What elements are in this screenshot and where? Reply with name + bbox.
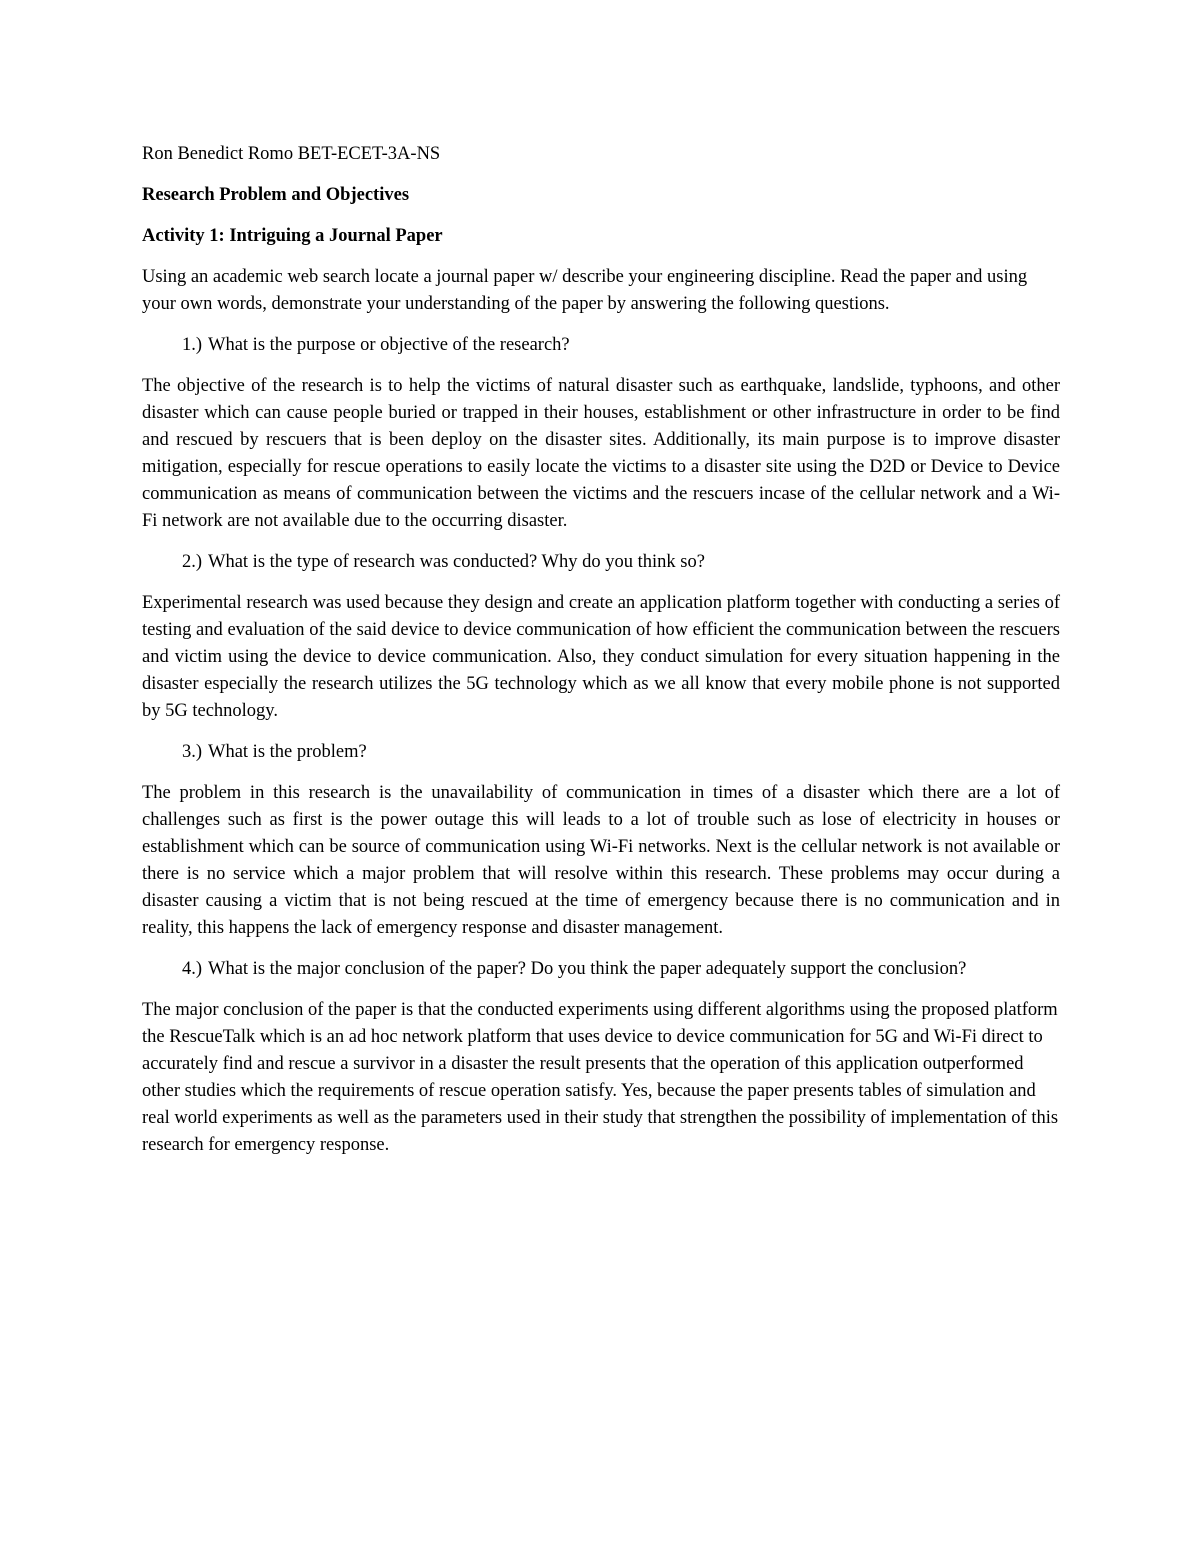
question-text: What is the problem? xyxy=(208,742,367,762)
document-title: Research Problem and Objectives xyxy=(142,185,410,205)
instructions-paragraph: Using an academic web search locate a journal paper w/ describe your engineering discipline. Read the paper and using your own words, demonstrate your understanding of the paper by answering the following questions. xyxy=(142,267,1028,314)
question-text: What is the purpose or objective of the research? xyxy=(208,335,570,355)
answer-4: The major conclusion of the paper is that the conducted experiments using different algorithms using the proposed platform the RescueTalk which is an ad hoc network platform that uses device to device communication for 5G and Wi-Fi direct to accurately find and rescue a survivor in a disaster the result presents that the operation of this application outperformed other studies which the requirements of rescue operation satisfy. Yes, because the paper presents tables of simulation and real world experiments as well as the parameters used in their study that strengthen the possibility of implementation of this research for emergency response. xyxy=(142,1000,1059,1155)
question-number: 1.) xyxy=(181,335,202,355)
question-number: 3.) xyxy=(181,742,202,762)
answer-3: The problem in this research is the unavailability of communication in times of a disaster which there are a lot of challenges such as first is the power outage this will leads to a lot of trouble such as lose of electricity in houses or establishment which can be source of communication using Wi-Fi networks. Next is the cellular network is not available or there is no service which a major problem that will resolve within this research. These problems may occur during a disaster causing a victim that is not being rescued at the time of emergency because there is no communication and in reality, this happens the lack of emergency response and disaster management. xyxy=(142,783,1060,938)
question-text: What is the major conclusion of the paper? Do you think the paper adequately support the conclusion? xyxy=(208,959,967,979)
question-1 xyxy=(142,332,1060,359)
question-number: 4.) xyxy=(181,959,202,979)
answer-1: The objective of the research is to help the victims of natural disaster such as earthquake, landslide, typhoons, and other disaster which can cause people buried or trapped in their houses, establishment or other infrastructure in order to be find and rescued by rescuers that is been deploy on the disaster sites. Additionally, its main purpose is to improve disaster mitigation, especially for rescue operations to easily locate the victims to a disaster site using the D2D or Device to Device communication as means of communication between the victims and the rescuers incase of the cellular network and a Wi-Fi network are not available due to the occurring disaster. xyxy=(142,376,1060,531)
activity-heading: Activity 1: Intriguing a Journal Paper xyxy=(142,226,443,246)
author-line: Ron Benedict Romo BET-ECET-3A-NS xyxy=(142,144,441,164)
question-3 xyxy=(142,739,1060,766)
question-text: What is the type of research was conducted? Why do you think so? xyxy=(208,552,705,572)
question-4 xyxy=(142,956,1060,983)
question-2 xyxy=(142,549,1060,576)
document-body xyxy=(142,141,1060,1173)
question-number: 2.) xyxy=(181,552,202,572)
answer-2: Experimental research was used because they design and create an application platform together with conducting a series of testing and evaluation of the said device to device communication of how efficient the communication between the rescuers and victim using the device to device communication. Also, they conduct simulation for every situation happening in the disaster especially the research utilizes the 5G technology which as we all know that every mobile phone is not supported by 5G technology. xyxy=(142,593,1060,721)
